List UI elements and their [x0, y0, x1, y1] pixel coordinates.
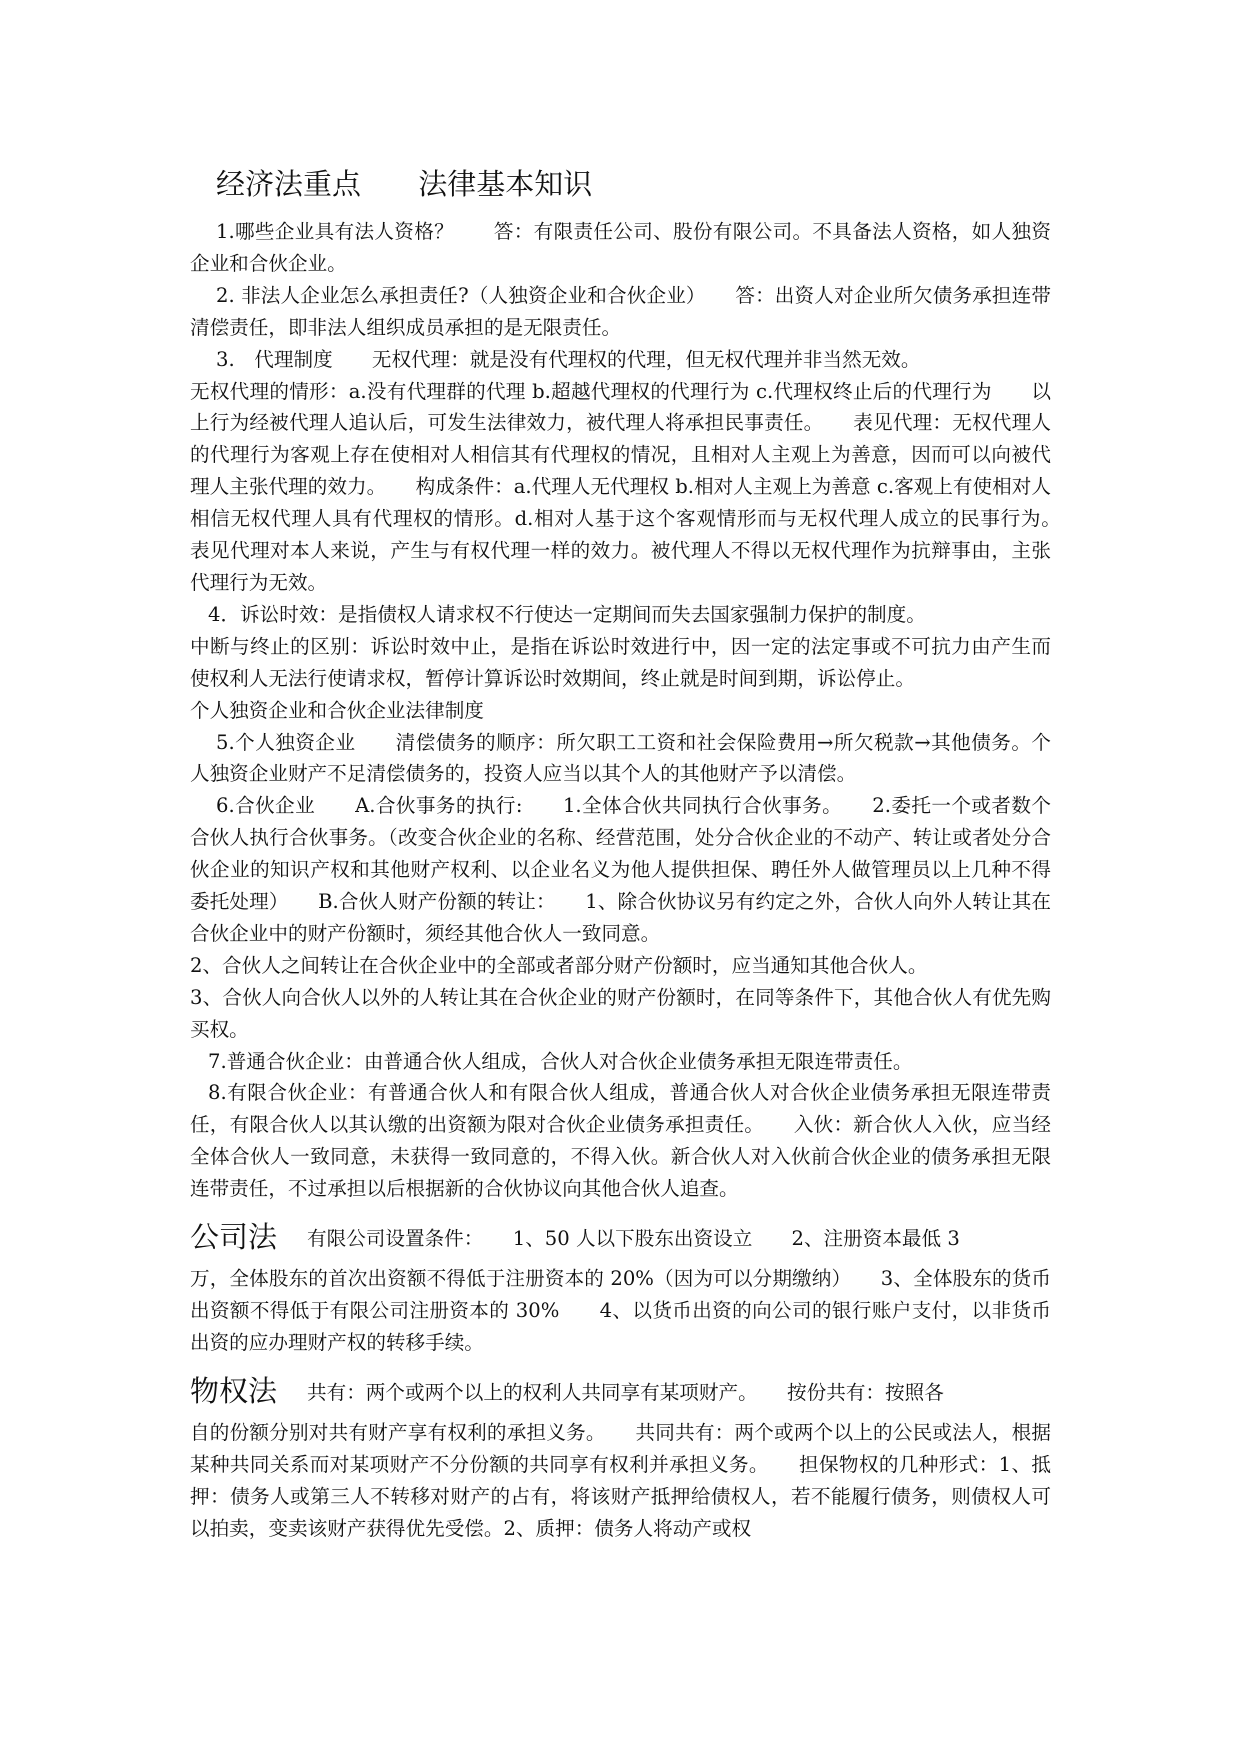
paragraph-4: 无权代理的情形：a.没有代理群的代理 b.超越代理权的代理行为 c.代理权终止后的代理行为 以上行为经被代理人追认后，可发生法律效力，被代理人将承担民事责任。 表见代理：无权代理人的代理行为客观上存在使相对人相信其有代理权的情况，且相对人主观上为善意，因而可以向被代理人主张代理的效力。 构成条件：a.代理人无代理权 b.相对人主观上为善意 c.客观上有使相对人相信无权代理人具有代理权的情形。d.相对人基于这个客观情形而与无权代理人成立的民事行为。 表见代理对本人来说，产生与有权代理一样的效力。被代理人不得以无权代理作为抗辩事由，主张代理行为无效。 [190, 379, 1091, 594]
paragraph-3: 3. 代理制度 无权代理：就是没有代理权的代理，但无权代理并非当然无效。 [216, 347, 921, 371]
property-law-first-line [190, 1367, 1051, 1417]
document-title [190, 158, 1051, 210]
paragraph-5: 4．诉讼时效：是指债权人请求权不行使达一定期间而失去国家强制力保护的制度。 [208, 602, 926, 626]
paragraph-13: 8.有限合伙企业：有普通合伙人和有限合伙人组成，普通合伙人对合伙企业债务承担无限连带责任，有限合伙人以其认缴的出资额为限对合伙企业债务承担责任。 入伙：新合伙人入伙，应当经全体合伙人一致同意，未获得一致同意的，不得入伙。新合伙人对入伙前合伙企业的债务承担无限连带责任，不过承担以后根据新的合伙协议向其他合伙人追查。 [190, 1081, 1051, 1201]
paragraph-7: 个人独资企业和合伙企业法律制度 [190, 698, 484, 722]
company-law-body: 万，全体股东的首次出资额不得低于注册资本的 20%（因为可以分期缴纳） 3、全体股东的货币出资额不得低于有限公司注册资本的 30% 4、以货币出资的向公司的银行账户支付，以非货币出资的应办理财产权的转移手续。 [190, 1267, 1051, 1354]
paragraph-11: 3、合伙人向合伙人以外的人转让其在合伙企业的财产份额时，在同等条件下，其他合伙人有优先购买权。 [190, 985, 1051, 1041]
property-law-body: 自的份额分别对共有财产享有权利的承担义务。 共同共有：两个或两个以上的公民或法人，根据某种共同关系而对某项财产不分份额的共同享有权利并承担义务。 担保物权的几种形式：1、抵押：债务人或第三人不转移对财产的占有，将该财产抵押给债权人，若不能履行债务，则债权人可以拍卖，变卖该财产获得优先受偿。2、质押：债务人将动产或权 [190, 1420, 1051, 1540]
paragraph-10: 2、合伙人之间转让在合伙企业中的全部或者部分财产份额时，应当通知其他合伙人。 [190, 953, 928, 977]
paragraph-1: 1.哪些企业具有法人资格？ 答：有限责任公司、股份有限公司。不具备法人资格，如人独资企业和合伙企业。 [190, 220, 1051, 275]
company-law-section [190, 1213, 1051, 1359]
company-law-first-line [190, 1213, 1051, 1263]
paragraph-12: 7.普通合伙企业：由普通合伙人组成，合伙人对合伙企业债务承担无限连带责任。 [208, 1049, 913, 1073]
property-law-section [190, 1367, 1051, 1545]
property-law-heading: 物权法 [190, 1373, 278, 1408]
title-sub: 法律基本知识 [418, 167, 593, 201]
paragraph-8: 5.个人独资企业 清偿债务的顺序：所欠职工工资和社会保险费用→所欠税款→其他债务。个人独资企业财产不足清偿债务的，投资人应当以其个人的其他财产予以清偿。 [190, 730, 1051, 786]
paragraph-9: 6.合伙企业 A.合伙事务的执行: 1.全体合伙共同执行合伙事务。 2.委托一个或者数个合伙人执行合伙事务。（改变合伙企业的名称、经营范围，处分合伙企业的不动产、转让或者处分合伙企业的知识产权和其他财产权利、以企业名义为他人提供担保、聘任外人做管理员以上几种不得委托处理） B.合伙人财产份额的转让： 1、除合伙协议另有约定之外，合伙人向外人转让其在合伙企业中的财产份额时，须经其他合伙人一致同意。 [190, 794, 1051, 945]
property-law-intro: 共有：两个或两个以上的权利人共同享有某项财产。 按份共有：按照各 [307, 1380, 944, 1404]
company-law-heading: 公司法 [190, 1220, 278, 1255]
company-law-intro: 有限公司设置条件： 1、50 人以下股东出资设立 2、注册资本最低 3 [307, 1227, 960, 1251]
title-main: 经济法重点 [216, 167, 362, 201]
paragraph-6: 中断与终止的区别：诉讼时效中止，是指在诉讼时效进行中，因一定的法定事或不可抗力由产生而使权利人无法行使请求权，暂停计算诉讼时效期间，终止就是时间到期，诉讼停止。 [190, 634, 1051, 690]
paragraph-2: 2. 非法人企业怎么承担责任?（人独资企业和合伙企业） 答：出资人对企业所欠债务承担连带清偿责任，即非法人组织成员承担的是无限责任。 [190, 283, 1051, 339]
